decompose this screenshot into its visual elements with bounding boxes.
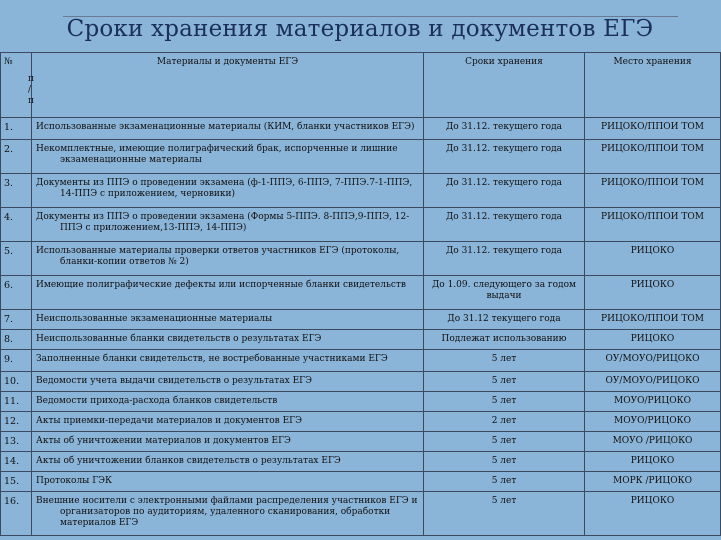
row-num: 13. xyxy=(1,432,32,452)
row-term: До 31.12. текущего года xyxy=(424,208,585,242)
row-place: РИЦОКО xyxy=(585,330,721,350)
row-term: 2 лет xyxy=(424,412,585,432)
row-num: 3. xyxy=(1,174,32,208)
row-material: Акты приемки-передачи материалов и документов ЕГЭ xyxy=(32,412,424,432)
table-row xyxy=(1,310,721,330)
table-row xyxy=(1,208,721,242)
row-material: Ведомости учета выдачи свидетельств о результатах ЕГЭ xyxy=(32,372,424,392)
row-material: Акты об уничтожении бланков свидетельств о результатах ЕГЭ xyxy=(32,452,424,472)
table-row xyxy=(1,350,721,372)
row-term: 5 лет xyxy=(424,492,585,536)
row-material: Использованные материалы проверки ответов участников ЕГЭ (протоколы, бланки-копии ответов № 2) xyxy=(32,242,424,276)
row-num: 8. xyxy=(1,330,32,350)
row-place: РИЦОКО xyxy=(585,242,721,276)
page-title: Сроки хранения материалов и документов ЕГЭ xyxy=(66,16,654,42)
row-num: 1. xyxy=(1,118,32,140)
row-material: Внешние носители с электронными файлами распределения участников ЕГЭ и организаторов по аудиториям, удаленного сканирования, обработки материалов ЕГЭ xyxy=(32,492,424,536)
row-term: 5 лет xyxy=(424,350,585,372)
row-term: До 31.12. текущего года xyxy=(424,140,585,174)
row-material: Заполненные бланки свидетельств, не востребованные участниками ЕГЭ xyxy=(32,350,424,372)
table-row xyxy=(1,372,721,392)
row-term: 5 лет xyxy=(424,452,585,472)
row-place: МОУО /РИЦОКО xyxy=(585,432,721,452)
row-place: МОУО/РИЦОКО xyxy=(585,412,721,432)
row-place: РИЦОКО/ППОИ ТОМ xyxy=(585,118,721,140)
table-row xyxy=(1,492,721,536)
row-term: 5 лет xyxy=(424,432,585,452)
row-place: РИЦОКО xyxy=(585,452,721,472)
row-num: 14. xyxy=(1,452,32,472)
row-material: Документы из ППЭ о проведении экзамена (Формы 5-ППЭ. 8-ППЭ,9-ППЭ, 12-ППЭ с приложением,13-ППЭ, 14-ППЭ) xyxy=(32,208,424,242)
header-place: Место хранения xyxy=(585,53,721,118)
row-place: РИЦОКО xyxy=(585,492,721,536)
table-row xyxy=(1,118,721,140)
header-materials: Материалы и документы ЕГЭ xyxy=(32,53,424,118)
row-num: 7. xyxy=(1,310,32,330)
row-material: Неиспользованные экзаменационные материалы xyxy=(32,310,424,330)
row-num: 5. xyxy=(1,242,32,276)
table-row xyxy=(1,432,721,452)
row-num: 11. xyxy=(1,392,32,412)
row-num: 9. xyxy=(1,350,32,372)
table-row xyxy=(1,276,721,310)
row-num: 16. xyxy=(1,492,32,536)
row-term: 5 лет xyxy=(424,392,585,412)
row-num: 4. xyxy=(1,208,32,242)
table-row xyxy=(1,392,721,412)
row-place: РИЦОКО xyxy=(585,276,721,310)
row-material: Акты об уничтожении материалов и документов ЕГЭ xyxy=(32,432,424,452)
row-material: Протоколы ГЭК xyxy=(32,472,424,492)
header-num-symbol: № xyxy=(4,57,13,67)
row-place: РИЦОКО/ППОИ ТОМ xyxy=(585,174,721,208)
row-num: 15. xyxy=(1,472,32,492)
retention-table xyxy=(0,52,721,536)
row-num: 10. xyxy=(1,372,32,392)
row-place: МОРК /РИЦОКО xyxy=(585,472,721,492)
row-place: РИЦОКО/ППОИ ТОМ xyxy=(585,140,721,174)
row-term: 5 лет xyxy=(424,472,585,492)
row-place: РИЦОКО/ППОИ ТОМ xyxy=(585,310,721,330)
row-num: 6. xyxy=(1,276,32,310)
row-place: ОУ/МОУО/РИЦОКО xyxy=(585,372,721,392)
row-term: До 31.12. текущего года xyxy=(424,242,585,276)
table-row xyxy=(1,140,721,174)
table-row xyxy=(1,412,721,432)
row-num: 2. xyxy=(1,140,32,174)
row-num: 12. xyxy=(1,412,32,432)
table-row xyxy=(1,452,721,472)
row-material: Документы из ППЭ о проведении экзамена (ф-1-ППЭ, 6-ППЭ, 7-ППЭ.7-1-ППЭ, 14-ППЭ с приложением, черновики) xyxy=(32,174,424,208)
row-place: МОУО/РИЦОКО xyxy=(585,392,721,412)
table-header-row xyxy=(1,53,721,118)
row-material: Имеющие полиграфические дефекты или испорченные бланки свидетельств xyxy=(32,276,424,310)
table-row xyxy=(1,242,721,276)
row-material: Использованные экзаменационные материалы (КИМ, бланки участников ЕГЭ) xyxy=(32,118,424,140)
row-material: Некомплектные, имеющие полиграфический брак, испорченные и лишние экзаменационные материалы xyxy=(32,140,424,174)
row-term: До 31.12 текущего года xyxy=(424,310,585,330)
row-term: До 31.12. текущего года xyxy=(424,118,585,140)
row-term: До 31.12. текущего года xyxy=(424,174,585,208)
header-term: Сроки хранения xyxy=(424,53,585,118)
row-term: 5 лет xyxy=(424,372,585,392)
table-row xyxy=(1,472,721,492)
table-row xyxy=(1,330,721,350)
row-place: ОУ/МОУО/РИЦОКО xyxy=(585,350,721,372)
header-num: № п / п xyxy=(1,53,32,118)
row-material: Неиспользованные бланки свидетельств о результатах ЕГЭ xyxy=(32,330,424,350)
row-term: До 1.09. следующего за годом выдачи xyxy=(424,276,585,310)
row-term: Подлежат использованию xyxy=(424,330,585,350)
table-row xyxy=(1,174,721,208)
row-material: Ведомости прихода-расхода бланков свидетельств xyxy=(32,392,424,412)
row-place: РИЦОКО/ППОИ ТОМ xyxy=(585,208,721,242)
